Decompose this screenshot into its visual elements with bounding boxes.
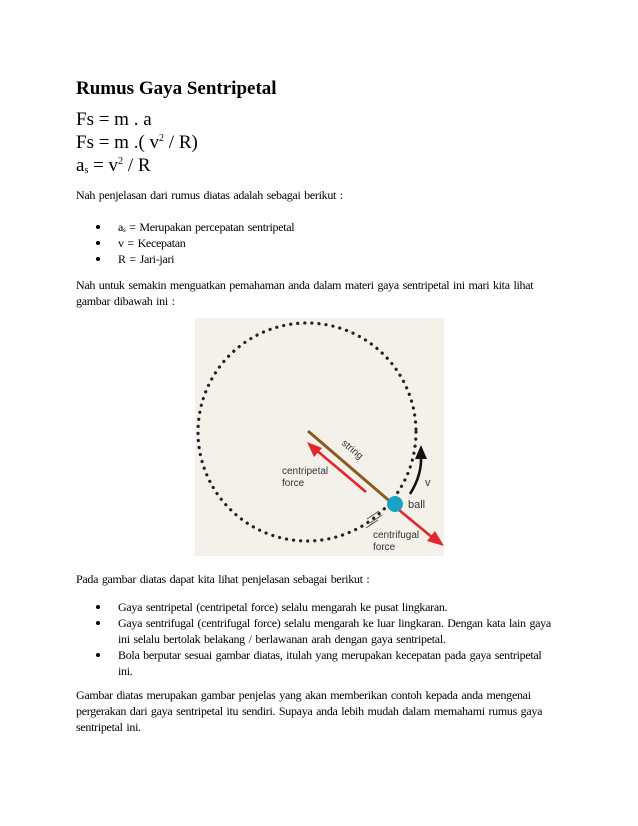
label-centripetal-force: force xyxy=(282,478,305,489)
ball xyxy=(387,496,403,512)
definition-symbol: a xyxy=(118,220,124,234)
velocity-arrow xyxy=(410,456,421,494)
list-item: R = Jari-jari xyxy=(96,251,566,267)
formula-fs-ma xyxy=(76,109,152,131)
centripetal-figure xyxy=(195,318,444,556)
formula-text: / R xyxy=(123,155,151,176)
centrifugal-arrowhead xyxy=(427,531,444,546)
list-item: v = Kecepatan xyxy=(96,235,566,251)
label-ball: ball xyxy=(408,499,426,511)
figure-diagram xyxy=(195,318,444,556)
formula-text: = v xyxy=(88,155,119,176)
label-string: string xyxy=(339,437,365,463)
intro-figure-paragraph: Nah untuk semakin menguatkan pemahaman anda dalam materi gaya sentripetal ini mari kita lihat gambar dibawah ini : xyxy=(76,278,534,308)
page-title: Rumus Gaya Sentripetal xyxy=(76,78,277,99)
formula-text: a xyxy=(76,155,85,176)
list-item: Gaya sentripetal (centripetal force) selalu mengarah ke pusat lingkaran. xyxy=(96,599,558,615)
formula-exponent: 2 xyxy=(118,156,124,167)
closing-paragraph: Gambar diatas merupakan gambar penjelas yang akan memberikan contoh kepada anda mengenai pergerakan dari gaya sentripetal itu sendiri. Supaya anda lebih mudah dalam memahami rumus gaya sentripetal ini. xyxy=(76,688,543,734)
formula-text: Fs = m . a xyxy=(76,109,152,130)
list-item xyxy=(96,219,566,235)
label-centripetal: centripetal xyxy=(282,466,329,477)
formula-text: Fs = m .( v xyxy=(76,132,160,153)
intro-paragraph: Nah penjelasan dari rumus diatas adalah sebagai berikut : xyxy=(76,188,343,202)
label-v: v xyxy=(425,477,431,489)
definition-subscript: s xyxy=(123,226,126,234)
velocity-arrowhead xyxy=(415,445,427,459)
label-centrifugal: centrifugal xyxy=(373,530,420,541)
formula-text: / R) xyxy=(164,132,198,153)
definition-list xyxy=(96,219,566,267)
formula-exponent: 2 xyxy=(159,133,165,144)
formula-subscript: s xyxy=(84,165,89,176)
centripetal-arrowhead xyxy=(307,442,322,457)
list-item: Bola berputar sesuai gambar diatas, itulah yang merupakan kecepatan pada gaya sentripetal ini. xyxy=(96,647,558,679)
formula-as-v2r xyxy=(76,155,151,177)
formula-fs-mv2r xyxy=(76,132,198,154)
explanation-list xyxy=(96,599,558,679)
figure-explanation-paragraph: Pada gambar diatas dapat kita lihat penjelasan sebagai berikut : xyxy=(76,572,370,586)
dotted-orbit xyxy=(198,323,416,541)
list-item: Gaya sentrifugal (centrifugal force) selalu mengarah ke luar lingkaran. Dengan kata lain gaya ini selalu bertolak belakang / berlawanan arah dengan gaya sentripetal. xyxy=(96,615,558,647)
definition-text: = Merupakan percepatan sentripetal xyxy=(125,220,295,234)
label-centrifugal-force: force xyxy=(373,542,396,553)
